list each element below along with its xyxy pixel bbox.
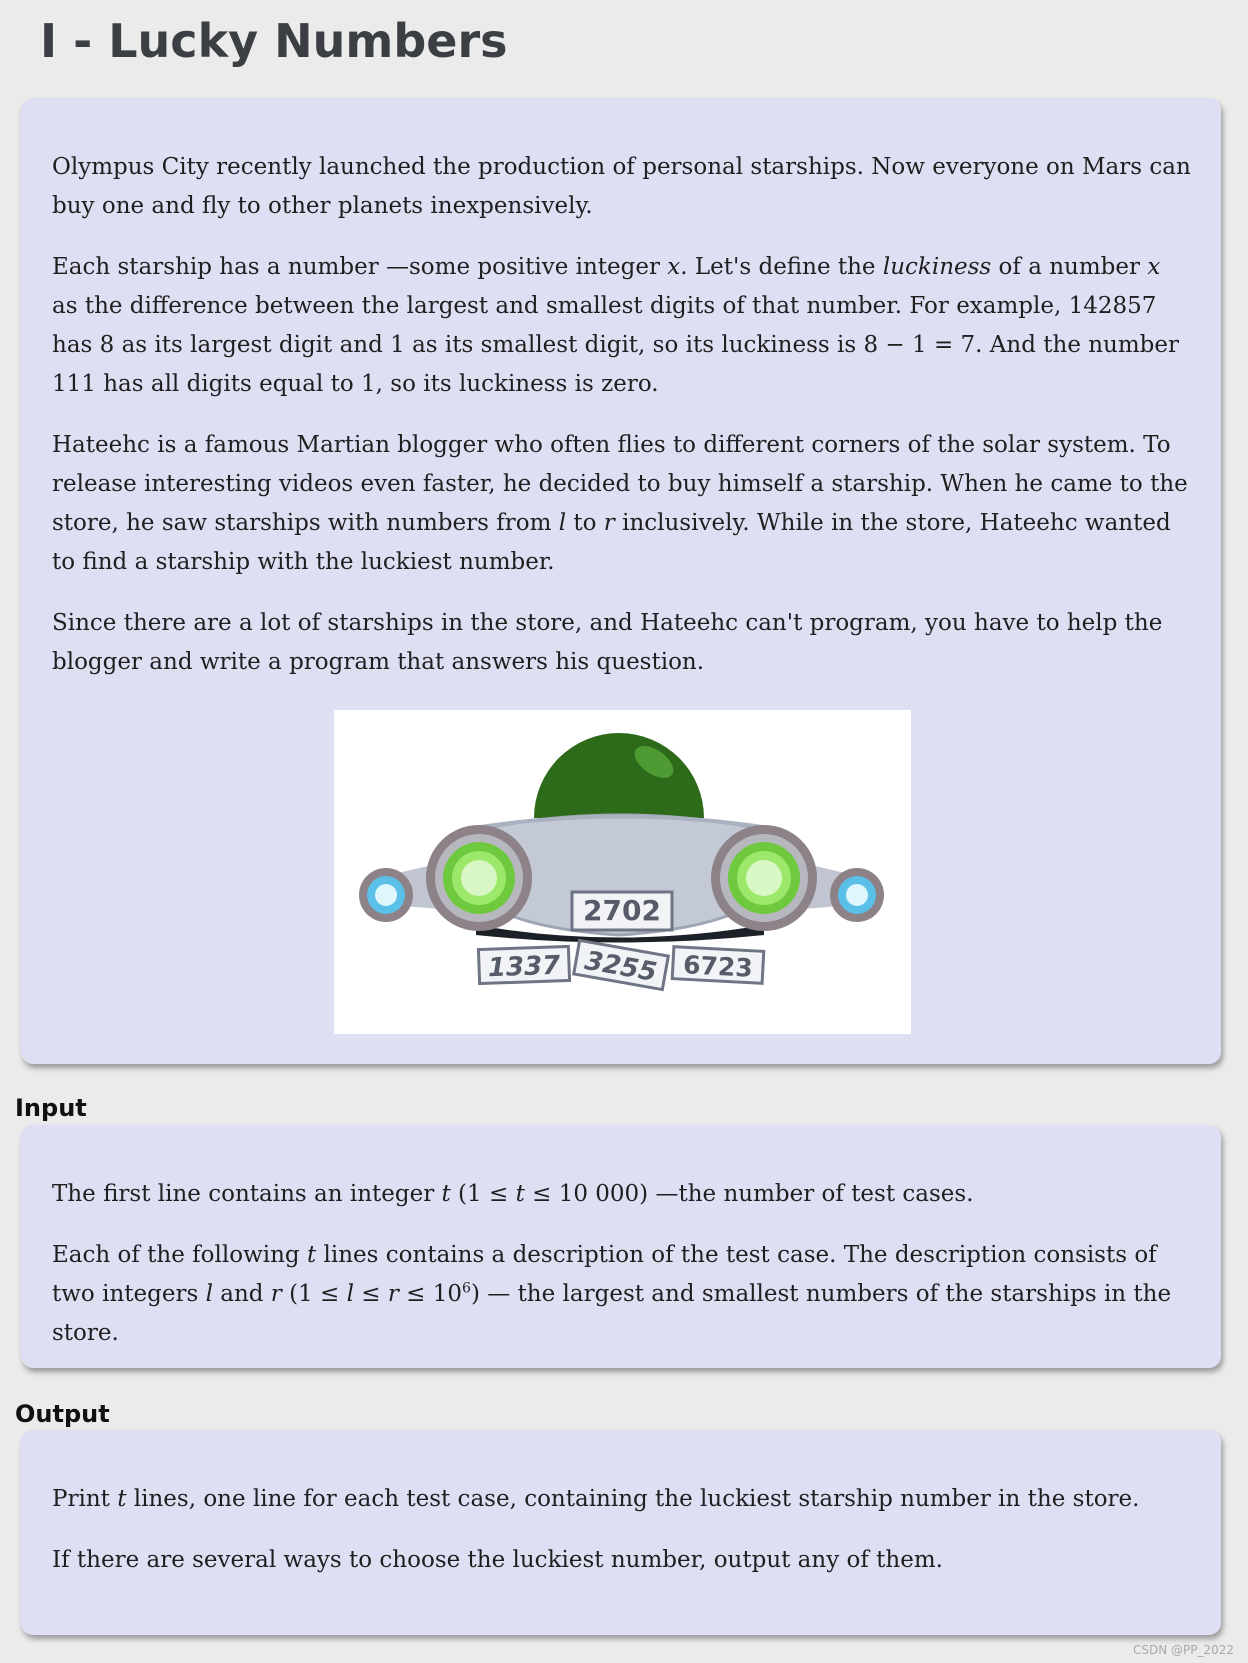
left-engine-center: [461, 860, 497, 896]
term-luckiness: luckiness: [882, 254, 992, 280]
math-var-t: t: [117, 1486, 127, 1512]
dome: [534, 733, 704, 818]
page-title: I - Lucky Numbers: [40, 14, 508, 68]
right-light-center: [846, 884, 868, 906]
input-paragraph-2: Each of the following t lines contains a description of the test case. The description consists of two integers l and r $(1 \le l \le r \le 10^6)$ — the largest and smallest numbers of the starships in the store.: [52, 1242, 1172, 1346]
math-var-t: t: [515, 1181, 525, 1207]
starship-illustration: [334, 710, 911, 1034]
math-var-r: r: [603, 510, 615, 536]
watermark: CSDN @PP_2022: [1132, 1643, 1234, 1657]
statement-paragraph-1: Olympus City recently launched the production of personal starships. Now everyone on Mars can buy one and fly to other planets inexpensively.: [52, 154, 1191, 219]
statement-card: [21, 98, 1221, 1064]
plate-3-number: 6723: [682, 950, 754, 983]
math-var-t: t: [306, 1242, 317, 1268]
output-paragraph-2: If there are several ways to choose the luckiest number, output any of them.: [52, 1547, 943, 1573]
input-card: [21, 1125, 1221, 1368]
math-var-x: x: [1147, 254, 1161, 280]
left-light-center: [375, 884, 397, 906]
input-paragraph-1: The first line contains an integer t (1 ≤ t ≤ 10 000) —the number of test cases.: [52, 1181, 974, 1207]
math-var-r: r: [387, 1281, 399, 1307]
math-var-t: t: [441, 1181, 451, 1207]
starship-svg: [334, 710, 911, 1034]
output-paragraph-1: Print t lines, one line for each test case, containing the luckiest starship number in the store.: [52, 1486, 1140, 1512]
output-heading: Output: [15, 1400, 110, 1428]
plate-2-number: 3255: [582, 945, 659, 989]
output-card: [21, 1430, 1221, 1635]
statement-paragraph-2: Each starship has a number —some positive integer x. Let's define the luckiness of a number x as the difference between the largest and smallest digits of that number. For example, 142857 has 8 as its largest digit and 1 as its smallest digit, so its luckiness is 8 − 1 = 7. And the number 111 has all digits equal to 1, so its luckiness is zero.: [52, 254, 1179, 397]
math-exponent: 6: [462, 1280, 471, 1297]
math-var-r: r: [270, 1281, 282, 1307]
plate-main-number: 2702: [583, 894, 661, 927]
statement-paragraph-3: Hateehc is a famous Martian blogger who often flies to different corners of the solar system. To release interesting videos even faster, he decided to buy himself a starship. When he came to the store, he saw starships with numbers from l to r inclusively. While in the store, Hateehc wanted to find a starship with the luckiest number.: [52, 432, 1188, 575]
input-heading: Input: [15, 1094, 87, 1122]
statement-paragraph-4: Since there are a lot of starships in the store, and Hateehc can't program, you have to help the blogger and write a program that answers his question.: [52, 610, 1163, 675]
right-engine-center: [746, 860, 782, 896]
math-var-x: x: [667, 254, 681, 280]
math-var-l: l: [346, 1281, 354, 1307]
plate-1-number: 1337: [487, 950, 561, 984]
math-var-l: l: [558, 510, 567, 536]
math-var-l: l: [205, 1281, 213, 1307]
